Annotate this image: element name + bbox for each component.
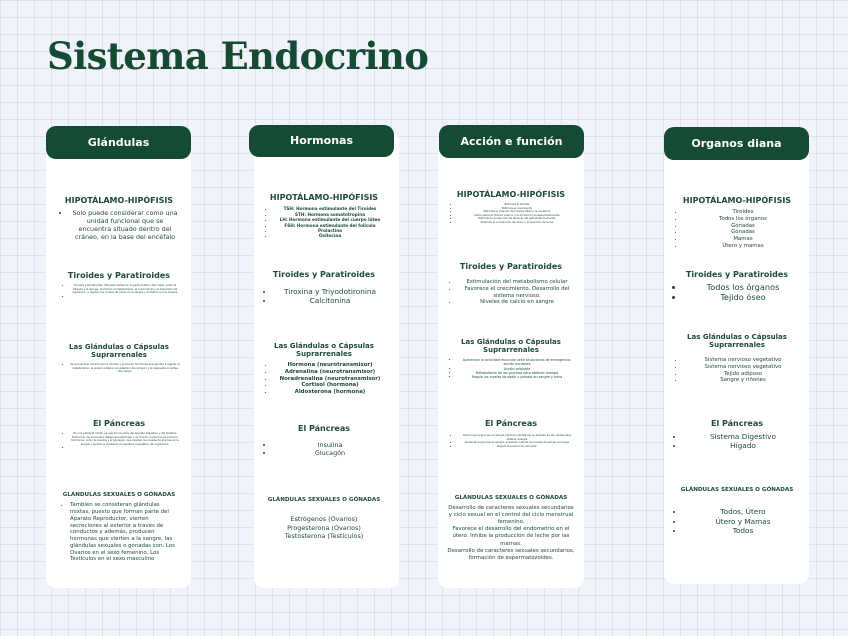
section-heading: Las Glándulas o Cápsulas Suprarrenales bbox=[461, 338, 561, 355]
list-item: • Sistema nervioso vegetativo bbox=[684, 364, 802, 371]
list-item: • Útero y mamas bbox=[684, 243, 802, 250]
list-item: • Es una glándula mixta, ya que forma parte del Aparato Digestivo y del Sistema Endocrino. Se encuentra debajo del estómago y su función endocrina es producir hormonas, como la insulina y el glucagón, que regulan los niveles de glucosa en la sangre y ayudan a mantener el equilibrio energético del organismo. bbox=[70, 432, 180, 446]
section-suprarrenales bbox=[672, 333, 802, 384]
list-item: • Gónadas bbox=[684, 223, 802, 230]
list-item: • Estimula el tiroides bbox=[458, 203, 576, 207]
section-list bbox=[58, 502, 180, 563]
section-heading: El Páncreas bbox=[484, 419, 537, 428]
list-item: • Tiroides bbox=[684, 209, 802, 216]
section-heading: HIPOTÁLAMO-HIPÓFISIS bbox=[64, 196, 174, 205]
section-lines bbox=[446, 505, 576, 561]
section-list bbox=[446, 434, 576, 448]
section-heading: Tiroides y Paratiroides bbox=[459, 262, 563, 271]
list-item: • Sistema nervioso vegetativo bbox=[684, 357, 802, 364]
list-item: • Noradrenalina (neurotransmisor) bbox=[274, 376, 386, 383]
section-heading: Las Glándulas o Cápsulas Suprarrenales bbox=[687, 333, 787, 350]
section-list bbox=[446, 203, 576, 224]
list-item: • Sistema Digestivo bbox=[684, 432, 802, 441]
section-list bbox=[672, 283, 802, 303]
list-item: • Tejido adiposo bbox=[684, 371, 802, 378]
section-gonadas bbox=[58, 492, 180, 563]
section-suprarrenales bbox=[262, 342, 386, 396]
list-item: • Actúa sobre el folículo ovárico y la formación de espermatozoides bbox=[458, 214, 576, 218]
column-header-label: Glándulas bbox=[87, 136, 150, 149]
list-item: • Sangre y riñones bbox=[684, 377, 802, 384]
list-item: • Acción relajante bbox=[458, 367, 576, 371]
list-item: • Disminuye la glucosa en sangre (azúcar), facilitando su entrada en las células para obtener energía bbox=[458, 434, 576, 441]
section-heading: Las Glándulas o Cápsulas Suprarrenales bbox=[274, 342, 374, 359]
section-heading: El Páncreas bbox=[297, 424, 350, 433]
section-hipotalamo bbox=[262, 193, 386, 239]
list-item: • Regula los niveles de sodio y potasio en sangre y orina bbox=[458, 375, 576, 379]
page-title: Sistema Endocrino bbox=[47, 34, 429, 78]
list-item: • FSH: Hormona estimulante del folículo bbox=[274, 223, 386, 228]
section-pancreas bbox=[58, 419, 180, 450]
section-list bbox=[672, 209, 802, 250]
list-item: • Oxitocina bbox=[274, 233, 386, 238]
text-line: Desarrollo de caracteres sexuales secundarios y ciclo sexual en el control del ciclo menstrual femenino. bbox=[448, 505, 574, 526]
list-item: • Estimula el crecimiento bbox=[458, 207, 576, 211]
list-item: • LH: Hormona estimulante del cuerpo lúteo bbox=[274, 217, 386, 222]
list-item: • Niveles de calcio en sangre bbox=[458, 299, 576, 306]
list-item: • Estimulación del metabolismo celular bbox=[458, 279, 576, 286]
column-header-hormonas bbox=[249, 125, 394, 157]
section-tiroides bbox=[262, 270, 386, 305]
list-item: • Insulina bbox=[274, 441, 386, 449]
list-item: • Metabolismo de los glúcidos para obtener energía bbox=[458, 371, 576, 375]
section-heading: El Páncreas bbox=[710, 419, 763, 428]
section-list bbox=[262, 441, 386, 457]
section-pancreas bbox=[446, 419, 576, 448]
section-heading: Tiroides y Paratiroides bbox=[67, 271, 171, 280]
section-list bbox=[446, 358, 576, 379]
list-item: • Tejido óseo bbox=[684, 293, 802, 303]
column-header-label: Organos diana bbox=[691, 137, 782, 150]
section-lines bbox=[262, 515, 386, 540]
list-item: • Glucagón bbox=[274, 449, 386, 457]
column-header-label: Hormonas bbox=[289, 134, 353, 147]
section-suprarrenales bbox=[58, 343, 180, 374]
section-gonadas bbox=[446, 495, 576, 562]
section-heading: El Páncreas bbox=[92, 419, 145, 428]
column-header-accion bbox=[439, 125, 584, 158]
section-gonadas bbox=[262, 497, 386, 540]
list-item: • Todos, Útero bbox=[684, 507, 802, 516]
section-list bbox=[58, 363, 180, 374]
list-item: • TSH: Hormona estimulante del Tiroides bbox=[274, 206, 386, 211]
list-item: • Mamas bbox=[684, 236, 802, 243]
list-item: • Todos bbox=[684, 526, 802, 535]
section-list bbox=[262, 362, 386, 396]
list-item: • Regula la producción de leche bbox=[458, 445, 576, 449]
list-item: • Gónadas bbox=[684, 229, 802, 236]
list-item: • Estimula la producción de leche en las glándulas mamarias bbox=[458, 217, 576, 221]
section-hipotalamo bbox=[446, 190, 576, 224]
list-item: • Cortisol (hormona) bbox=[274, 382, 386, 389]
list-item: • Calcitonina bbox=[274, 296, 386, 305]
list-item bbox=[70, 295, 180, 299]
text-line: Favorece el desarrollo del endometrio en el útero. Inhibe la producción de leche por las mamas. bbox=[452, 526, 570, 547]
section-tiroides bbox=[672, 270, 802, 303]
section-heading: Tiroides y Paratiroides bbox=[272, 270, 376, 279]
section-heading: Tiroides y Paratiroides bbox=[685, 270, 789, 279]
section-hipotalamo bbox=[672, 196, 802, 250]
section-list bbox=[672, 507, 802, 534]
section-tiroides bbox=[446, 262, 576, 306]
column-header-organos bbox=[664, 127, 809, 160]
section-list bbox=[262, 206, 386, 239]
list-item: • Tiroides y Paratiroides: Situadas ambas en la parte anterior del cuello, sobre la tráquea y la laringe. Controlan el metabolismo, el crecimiento y el desarrollo del organismo, y regulan los niveles de calcio en la sangre y el fósforo en los huesos. bbox=[70, 284, 180, 295]
text-line: Desarrollo de caracteres sexuales secundarios, formación de espermatozoides. bbox=[447, 547, 575, 561]
column-header-label: Acción e función bbox=[460, 135, 563, 148]
list-item: • También se consideran glándulas mixtas, puesto que forman parte del Aparato Reproductor, vierten secreciones al exterior a través de conductos y además, producen hormonas que vierten a la sangre, las glándulas sexuales o gónadas son: Los Ovarios en el sexo femenino, Los Testículos en el sexo masculino bbox=[70, 502, 180, 563]
list-item: • Prolactina bbox=[274, 228, 386, 233]
list-item: • Aumenta la glucosa en sangre, actuando cuando los niveles de azúcar son bajos bbox=[458, 441, 576, 445]
section-heading: GLÁNDULAS SEXUALES O GÓNADAS bbox=[62, 492, 176, 498]
text-line: Testosterona (Testículos) bbox=[284, 532, 364, 541]
list-item: • Todos los órganos bbox=[684, 216, 802, 223]
section-list bbox=[446, 279, 576, 306]
list-item bbox=[70, 446, 180, 450]
list-item: • Hormona (neurotransmisor) bbox=[274, 362, 386, 369]
list-item: • Estimula la contracción del útero y la eyección de leche bbox=[458, 221, 576, 225]
list-item: • Adrenalina (neurotransmisor) bbox=[274, 369, 386, 376]
section-heading: GLÁNDULAS SEXUALES O GÓNADAS bbox=[267, 497, 381, 503]
list-item: • Favorece el crecimiento. Desarrollo del sistema nervioso. bbox=[458, 286, 576, 300]
section-heading: HIPOTÁLAMO-HIPÓFISIS bbox=[269, 193, 379, 202]
text-line: Progesterona (Ovarios) bbox=[287, 523, 361, 532]
section-heading: HIPOTÁLAMO-HIPÓFISIS bbox=[682, 196, 792, 205]
section-pancreas bbox=[672, 419, 802, 450]
section-list bbox=[58, 432, 180, 450]
section-list bbox=[672, 357, 802, 384]
section-suprarrenales bbox=[446, 338, 576, 380]
text-line: Estrógenos (Ovarios) bbox=[290, 515, 358, 524]
list-item: • Todos los órganos bbox=[684, 283, 802, 293]
section-heading: Las Glándulas o Cápsulas Suprarrenales bbox=[69, 343, 169, 360]
section-tiroides bbox=[58, 271, 180, 298]
list-item: • Tiroxina y Triyodotironina bbox=[274, 287, 386, 296]
list-item: • Se encuentran encima de los riñones y producen hormonas que ayudan a regular el metabolismo, la presión arterial, el sistema inmunológico y la respuesta al estrés del cuerpo. bbox=[70, 363, 180, 374]
section-heading: GLÁNDULAS SEXUALES O GÓNADAS bbox=[680, 487, 794, 493]
list-item: • STH: Hormona somatotropina bbox=[274, 212, 386, 217]
section-list bbox=[262, 287, 386, 305]
section-list bbox=[58, 209, 180, 241]
list-item: • Solo puede considerar como una unidad funcional que se encuentra situado dentro del cráneo, en la base del encéfalo bbox=[70, 209, 180, 241]
section-pancreas bbox=[262, 424, 386, 457]
list-item: • Estimula la creación del cuerpo lúteo y la ovulación bbox=[458, 210, 576, 214]
section-gonadas bbox=[672, 487, 802, 535]
list-item: • Aldosterona (hormona) bbox=[274, 389, 386, 396]
section-list bbox=[672, 432, 802, 450]
list-item: • Hígado bbox=[684, 441, 802, 450]
column-header-glandulas bbox=[46, 126, 191, 159]
section-heading: HIPOTÁLAMO-HIPÓFISIS bbox=[456, 190, 566, 199]
section-list bbox=[58, 284, 180, 298]
list-item: • Aumentan la actividad muscular ante situaciones de emergencia, acción excitante bbox=[458, 358, 576, 367]
section-hipotalamo bbox=[58, 196, 180, 241]
list-item: • Útero y Mamas bbox=[684, 517, 802, 526]
section-heading: GLÁNDULAS SEXUALES O GÓNADAS bbox=[454, 495, 568, 501]
